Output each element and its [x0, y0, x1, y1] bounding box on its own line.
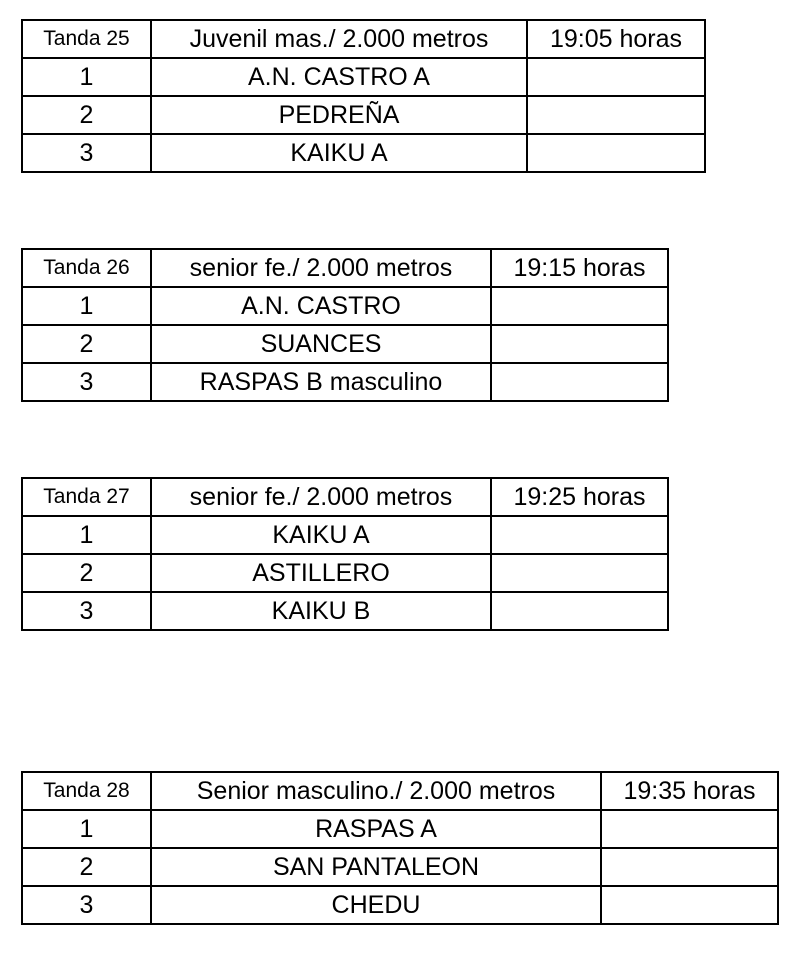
- heat-table-27: [21, 477, 669, 631]
- crew-row: [22, 848, 778, 886]
- crew-result: [527, 58, 705, 96]
- heat-category: Senior masculino./ 2.000 metros: [151, 772, 601, 810]
- crew-name: PEDREÑA: [151, 96, 527, 134]
- crew-name: A.N. CASTRO: [151, 287, 491, 325]
- crew-position: 3: [22, 134, 151, 172]
- crew-result: [527, 134, 705, 172]
- crew-position: 3: [22, 886, 151, 924]
- heat-time: 19:25 horas: [491, 478, 668, 516]
- crew-name: KAIKU B: [151, 592, 491, 630]
- crew-position: 3: [22, 592, 151, 630]
- crew-row: [22, 592, 668, 630]
- crew-name: KAIKU A: [151, 516, 491, 554]
- crew-position: 2: [22, 554, 151, 592]
- crew-name: ASTILLERO: [151, 554, 491, 592]
- crew-position: 1: [22, 287, 151, 325]
- heat-label: Tanda 26: [22, 249, 151, 287]
- crew-name: RASPAS B masculino: [151, 363, 491, 401]
- crew-row: [22, 96, 705, 134]
- heat-time: 19:35 horas: [601, 772, 778, 810]
- crew-result: [491, 592, 668, 630]
- crew-row: [22, 810, 778, 848]
- heat-time: 19:05 horas: [527, 20, 705, 58]
- heat-table-28: [21, 771, 779, 925]
- crew-result: [491, 516, 668, 554]
- crew-name: KAIKU A: [151, 134, 527, 172]
- crew-position: 2: [22, 96, 151, 134]
- crew-result: [491, 325, 668, 363]
- crew-result: [601, 810, 778, 848]
- heat-category: senior fe./ 2.000 metros: [151, 478, 491, 516]
- crew-name: SUANCES: [151, 325, 491, 363]
- crew-position: 1: [22, 58, 151, 96]
- heat-header-row: [22, 249, 668, 287]
- crew-row: [22, 554, 668, 592]
- crew-row: [22, 287, 668, 325]
- crew-result: [491, 363, 668, 401]
- crew-position: 1: [22, 810, 151, 848]
- crew-row: [22, 58, 705, 96]
- crew-result: [491, 287, 668, 325]
- heat-header-row: [22, 20, 705, 58]
- heat-table-26: [21, 248, 669, 402]
- heat-time: 19:15 horas: [491, 249, 668, 287]
- heat-label: Tanda 27: [22, 478, 151, 516]
- crew-name: RASPAS A: [151, 810, 601, 848]
- crew-result: [491, 554, 668, 592]
- heat-category: Juvenil mas./ 2.000 metros: [151, 20, 527, 58]
- crew-name: CHEDU: [151, 886, 601, 924]
- heat-label: Tanda 28: [22, 772, 151, 810]
- crew-row: [22, 134, 705, 172]
- crew-result: [601, 886, 778, 924]
- crew-position: 2: [22, 325, 151, 363]
- crew-row: [22, 516, 668, 554]
- crew-position: 3: [22, 363, 151, 401]
- crew-row: [22, 325, 668, 363]
- heat-label: Tanda 25: [22, 20, 151, 58]
- heat-category: senior fe./ 2.000 metros: [151, 249, 491, 287]
- heat-table-25: [21, 19, 706, 173]
- crew-position: 2: [22, 848, 151, 886]
- crew-result: [601, 848, 778, 886]
- heat-header-row: [22, 772, 778, 810]
- heat-header-row: [22, 478, 668, 516]
- crew-row: [22, 886, 778, 924]
- crew-result: [527, 96, 705, 134]
- crew-position: 1: [22, 516, 151, 554]
- crew-name: A.N. CASTRO A: [151, 58, 527, 96]
- crew-row: [22, 363, 668, 401]
- crew-name: SAN PANTALEON: [151, 848, 601, 886]
